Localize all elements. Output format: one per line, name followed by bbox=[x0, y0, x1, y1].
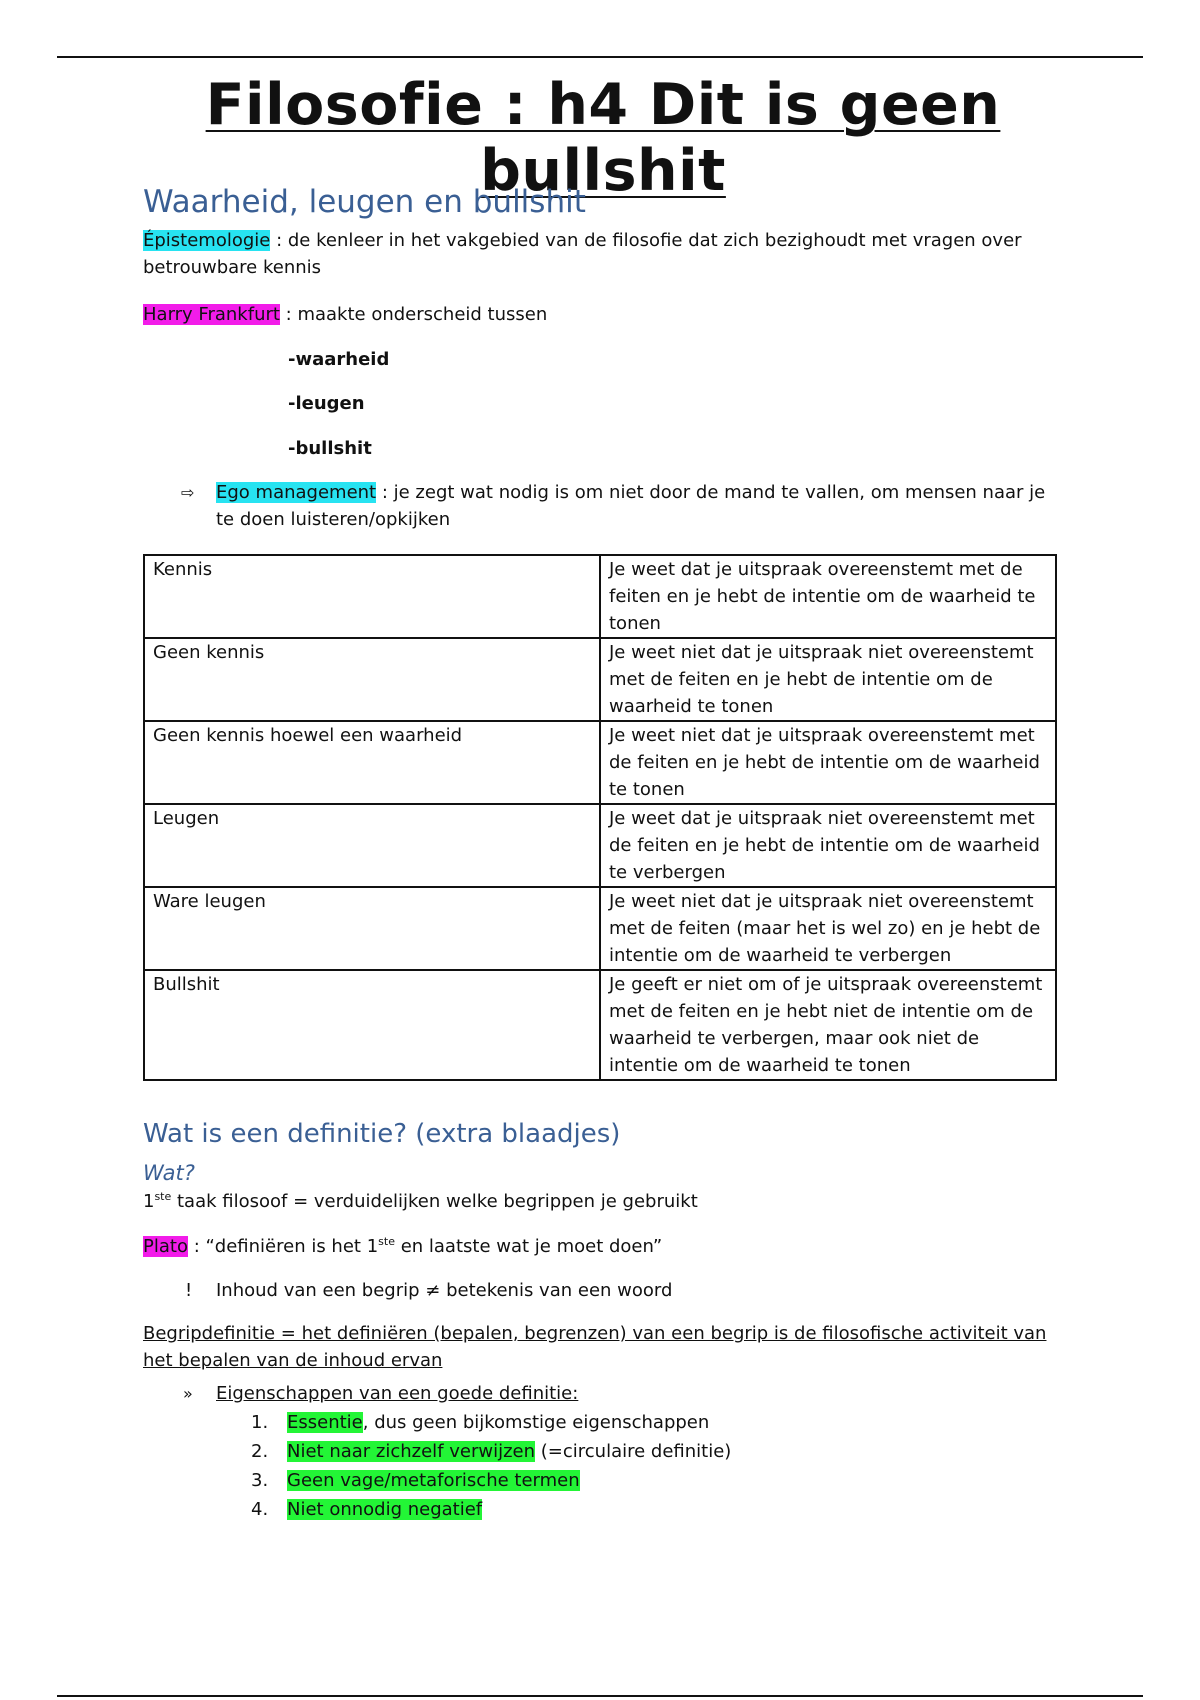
section-heading-waarheid: Waarheid, leugen en bullshit bbox=[143, 184, 586, 220]
document-page bbox=[143, 64, 1063, 1520]
list-item bbox=[251, 1408, 731, 1437]
list-item-bullshit: -bullshit bbox=[288, 438, 372, 459]
properties-heading: Eigenschappen van een goede definitie: bbox=[216, 1383, 579, 1404]
table-row bbox=[144, 804, 1056, 887]
ego-management-text: : je zegt wat nodig is om niet door de mand te vallen, om mensen naar je te doen luisteren/opkijken bbox=[216, 482, 1046, 530]
knowledge-table bbox=[143, 554, 1057, 1081]
table-cell-label: Ware leugen bbox=[144, 887, 600, 970]
task-paragraph bbox=[143, 1188, 1043, 1215]
page-title: Filosofie : h4 Dit is geen bullshit bbox=[205, 72, 1001, 204]
frankfurt-paragraph bbox=[143, 301, 1043, 328]
table-cell-label: Geen kennis bbox=[144, 638, 600, 721]
table-cell-label: Geen kennis hoewel een waarheid bbox=[144, 721, 600, 804]
list-text: (=circulaire definitie) bbox=[535, 1441, 732, 1462]
plato-paragraph bbox=[143, 1233, 1043, 1260]
table-row bbox=[144, 721, 1056, 804]
table-row bbox=[144, 970, 1056, 1080]
subheading-wat: Wat? bbox=[143, 1161, 195, 1185]
table-cell-label: Leugen bbox=[144, 804, 600, 887]
table-row bbox=[144, 638, 1056, 721]
bottom-rule bbox=[57, 1695, 1143, 1697]
list-number: 1. bbox=[251, 1412, 269, 1433]
section-heading-definitie: Wat is een definitie? (extra blaadjes) bbox=[143, 1119, 621, 1149]
ego-management-term: Ego management bbox=[216, 482, 377, 503]
table-row bbox=[144, 887, 1056, 970]
frankfurt-term: Harry Frankfurt bbox=[143, 304, 280, 325]
table-cell-desc: Je weet niet dat je uitspraak niet overeenstemt met de feiten (maar het is wel zo) en je hebt de intentie om de waarheid te verbergen bbox=[600, 887, 1056, 970]
top-rule bbox=[57, 56, 1143, 58]
table-cell-desc: Je geeft er niet om of je uitspraak overeenstemt met de feiten en je hebt niet de intentie om de waarheid te verbergen, maar ook niet de intentie om de waarheid te tonen bbox=[600, 970, 1056, 1080]
begripdefinitie-paragraph: Begripdefinitie = het definiëren (bepalen, begrenzen) van een begrip is de filosofische activiteit van het bepalen van de inhoud ervan bbox=[143, 1323, 1047, 1371]
list-highlight: Essentie bbox=[287, 1412, 363, 1433]
table-cell-label: Kennis bbox=[144, 555, 600, 638]
table-row bbox=[144, 555, 1056, 638]
list-number: 3. bbox=[251, 1470, 269, 1491]
task-sup: ste bbox=[154, 1190, 172, 1203]
list-text: , dus geen bijkomstige eigenschappen bbox=[362, 1412, 710, 1433]
plato-sup: ste bbox=[378, 1235, 395, 1248]
ego-management-paragraph bbox=[181, 479, 1081, 533]
table-cell-desc: Je weet dat je uitspraak overeenstemt met de feiten en je hebt de intentie om de waarheid te tonen bbox=[600, 555, 1056, 638]
frankfurt-text: : maakte onderscheid tussen bbox=[279, 304, 548, 325]
list-highlight: Niet naar zichzelf verwijzen bbox=[287, 1441, 536, 1462]
table-cell-desc: Je weet dat je uitspraak niet overeenstemt met de feiten en je hebt de intentie om de waarheid te verbergen bbox=[600, 804, 1056, 887]
list-item-leugen: -leugen bbox=[288, 393, 365, 414]
exclamation-text: Inhoud van een begrip ≠ betekenis van een woord bbox=[216, 1280, 673, 1301]
epistemologie-paragraph bbox=[143, 227, 1043, 281]
plato-term: Plato bbox=[143, 1236, 188, 1257]
double-chevron-icon: » bbox=[183, 1384, 193, 1403]
list-number: 4. bbox=[251, 1499, 269, 1520]
table-cell-desc: Je weet niet dat je uitspraak niet overeenstemt met de feiten en je hebt de intentie om de waarheid te tonen bbox=[600, 638, 1056, 721]
plato-quote-end: en laatste wat je moet doen” bbox=[394, 1236, 663, 1257]
table-cell-label: Bullshit bbox=[144, 970, 600, 1080]
list-item-waarheid: -waarheid bbox=[288, 349, 390, 370]
list-highlight: Geen vage/metaforische termen bbox=[287, 1470, 580, 1491]
exclamation-icon: ! bbox=[185, 1280, 193, 1301]
task-number: 1 bbox=[143, 1191, 155, 1212]
list-highlight: Niet onnodig negatief bbox=[287, 1499, 483, 1520]
arrow-icon: ⇨ bbox=[181, 483, 195, 502]
table-cell-desc: Je weet niet dat je uitspraak overeenstemt met de feiten en je hebt de intentie om de waarheid te tonen bbox=[600, 721, 1056, 804]
list-item bbox=[251, 1495, 731, 1524]
epistemologie-text: : de kenleer in het vakgebied van de filosofie dat zich bezighoudt met vragen over betrouwbare kennis bbox=[143, 230, 1022, 278]
task-text: taak filosoof = verduidelijken welke begrippen je gebruikt bbox=[171, 1191, 698, 1212]
plato-quote-start: : “definiëren is het 1 bbox=[187, 1236, 379, 1257]
list-number: 2. bbox=[251, 1441, 269, 1462]
list-item bbox=[251, 1466, 731, 1495]
properties-list bbox=[251, 1408, 731, 1524]
epistemologie-term: Épistemologie bbox=[143, 230, 271, 251]
list-item bbox=[251, 1437, 731, 1466]
